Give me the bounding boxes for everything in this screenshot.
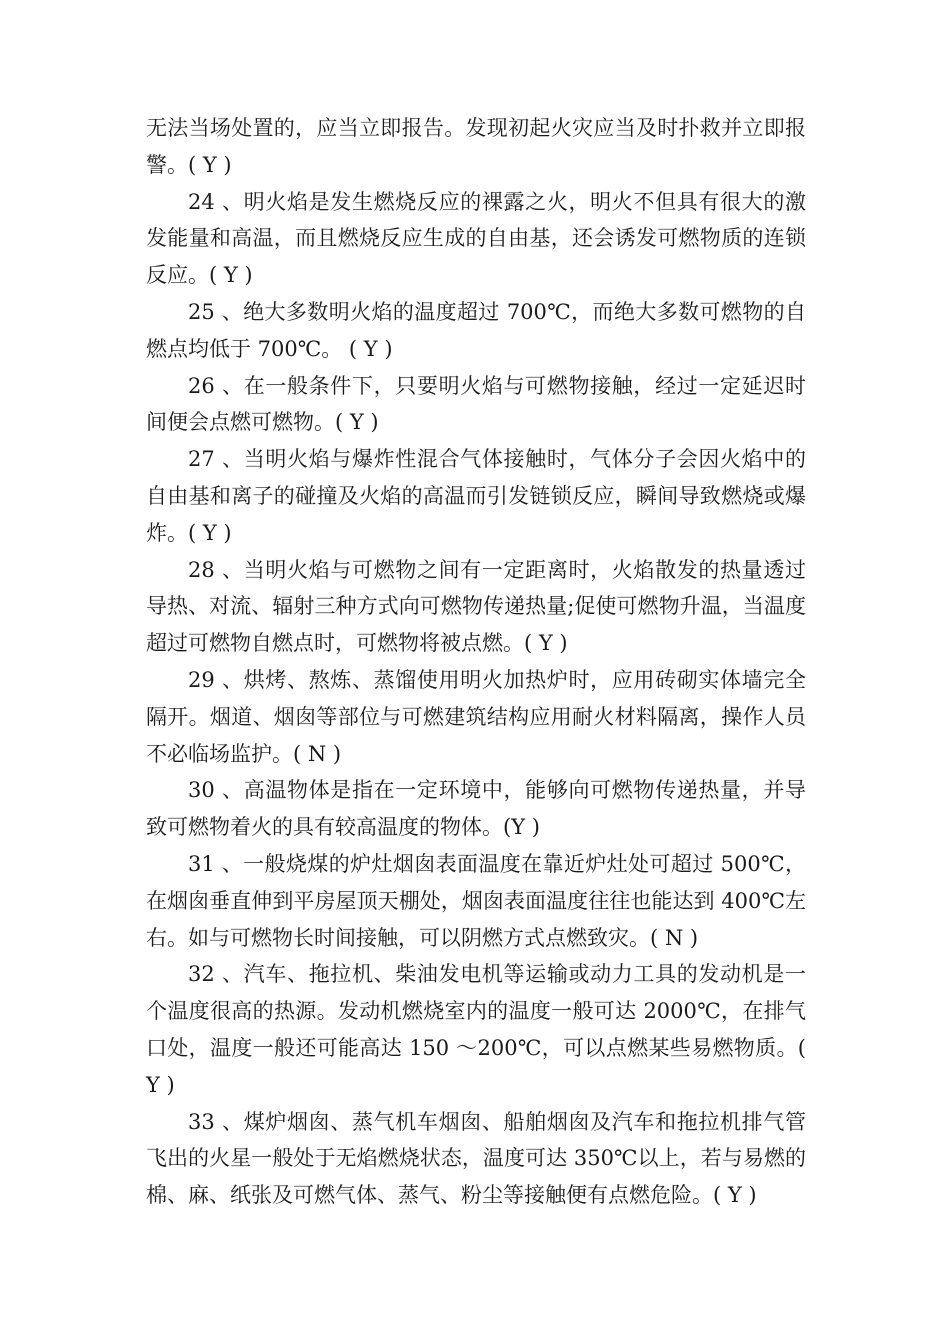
paragraph-item-32: 32 、汽车、拖拉机、柴油发电机等运输或动力工具的发动机是一个温度很高的热源。发动机燃烧室内的温度一般可达 2000℃，在排气口处，温度一般还可能高达 150 ～200℃，可以点燃某些易燃物质。( Y ) xyxy=(146,962,806,1097)
document-body xyxy=(146,110,806,1214)
paragraph-item-33: 33 、煤炉烟囱、蒸气机车烟囱、船舶烟囱及汽车和拖拉机排气管飞出的火星一般处于无焰燃烧状态，温度可达 350℃以上，若与易燃的棉、麻、纸张及可燃气体、蒸气、粉尘等接触便有点燃危险。( Y ) xyxy=(146,1109,806,1208)
paragraph-item-27: 27 、当明火焰与爆炸性混合气体接触时，气体分子会因火焰中的自由基和离子的碰撞及火焰的高温而引发链锁反应，瞬间导致燃烧或爆炸。( Y ) xyxy=(146,447,806,545)
paragraph-item-29: 29 、烘烤、熬炼、蒸馏使用明火加热炉时，应用砖砌实体墙完全隔开。烟道、烟囱等部位与可燃建筑结构应用耐火材料隔离，操作人员不必临场监护。( N ) xyxy=(146,667,806,766)
paragraph-item-31: 31 、一般烧煤的炉灶烟囱表面温度在靠近炉灶处可超过 500℃，在烟囱垂直伸到平房屋顶天棚处，烟囱表面温度往往也能达到 400℃左右。如与可燃物长时间接触，可以阴燃方式点燃致灾。( N ) xyxy=(146,851,806,950)
paragraph-item-30: 30 、高温物体是指在一定环境中，能够向可燃物传递热量，并导致可燃物着火的具有较高温度的物体。(Y ) xyxy=(146,778,806,840)
paragraph-continuation: 无法当场处置的，应当立即报告。发现初起火灾应当及时扑救并立即报警。( Y ) xyxy=(146,116,806,177)
paragraph-item-24: 24 、明火焰是发生燃烧反应的裸露之火，明火不但具有很大的激发能量和高温，而且燃烧反应生成的自由基，还会诱发可燃物质的连锁反应。( Y ) xyxy=(146,189,806,288)
paragraph-item-28: 28 、当明火焰与可燃物之间有一定距离时，火焰散发的热量透过导热、对流、辐射三种方式向可燃物传递热量;促使可燃物升温，当温度超过可燃物自燃点时，可燃物将被点燃。( Y ) xyxy=(146,557,806,656)
paragraph-item-25: 25 、绝大多数明火焰的温度超过 700℃，而绝大多数可燃物的自燃点均低于 700℃。 ( Y ) xyxy=(146,299,806,361)
paragraph-item-26: 26 、在一般条件下，只要明火焰与可燃物接触，经过一定延迟时间便会点燃可燃物。( Y ) xyxy=(146,373,806,435)
